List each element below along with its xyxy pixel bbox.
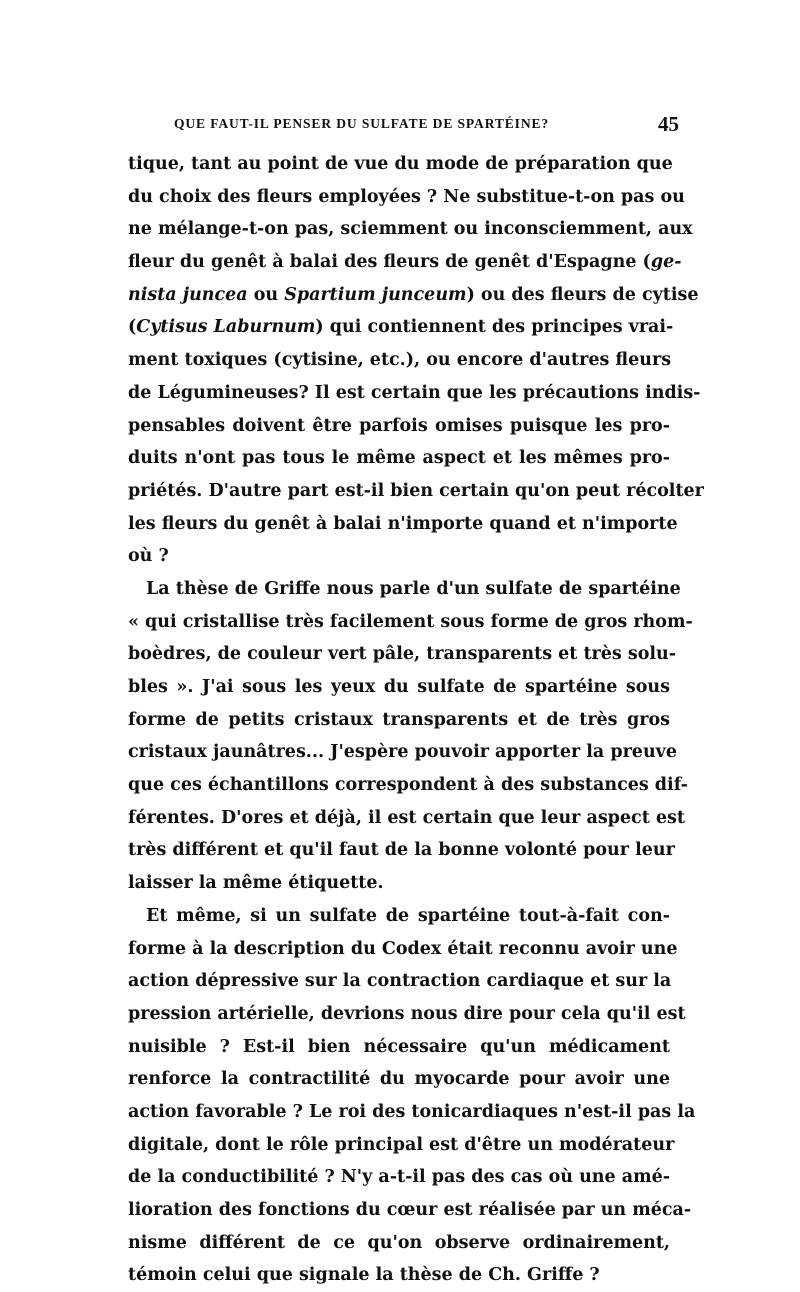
text-line <box>128 1096 696 1129</box>
text-segment: témoin celui que signale la thèse de Ch. Griffe ? <box>128 1265 600 1286</box>
text-line <box>128 311 674 344</box>
text-segment: cristaux jaunâtres... J'espère pouvoir apporter la preuve <box>128 742 677 763</box>
italic-text: ge- <box>650 252 682 273</box>
text-line <box>128 344 670 377</box>
text-segment: les fleurs du genêt à balai n'importe quand et n'importe <box>128 513 678 534</box>
text-line <box>128 246 682 279</box>
text-line <box>128 442 670 475</box>
text-line <box>128 181 685 214</box>
text-line <box>128 933 678 966</box>
text-segment: très différent et qu'il faut de la bonne volonté pour leur <box>128 840 675 861</box>
text-segment: action favorable ? Le roi des tonicardiaques n'est-il pas la <box>128 1101 696 1122</box>
text-line <box>128 410 670 443</box>
text-line <box>128 671 670 704</box>
text-line <box>128 606 693 639</box>
text-line <box>128 1259 670 1292</box>
text-line <box>128 900 670 933</box>
text-line <box>128 148 673 181</box>
text-segment: duits n'ont pas tous le même aspect et les mêmes pro- <box>128 448 670 469</box>
text-line <box>128 508 678 541</box>
text-line <box>128 769 688 802</box>
running-head <box>174 112 679 138</box>
text-segment: de la conductibilité ? N'y a-t-il pas des cas où une amé- <box>128 1167 670 1188</box>
text-line <box>128 1194 692 1227</box>
text-segment: priétés. D'autre part est-il bien certain qu'on peut récolter <box>128 480 704 501</box>
text-segment: ) ou des fleurs de cytise <box>466 284 699 305</box>
text-line <box>128 213 693 246</box>
text-line <box>128 475 704 508</box>
text-line <box>128 704 670 737</box>
text-segment: boèdres, de couleur vert pâle, transparents et très solu- <box>128 644 676 665</box>
text-segment: ) qui contiennent des principes vrai- <box>315 317 674 338</box>
text-line <box>128 834 675 867</box>
text-segment: laisser la même étiquette. <box>128 873 384 894</box>
text-segment: ne mélange-t-on pas, sciemment ou inconsciemment, aux <box>128 219 693 240</box>
text-segment: bles ». J'ai sous les yeux du sulfate de spartéine sous <box>128 677 670 697</box>
text-segment: nuisible ? Est-il bien nécessaire qu'un médicament <box>128 1036 670 1057</box>
text-segment: pression artérielle, devrions nous dire pour cela qu'il est <box>128 1003 686 1024</box>
text-line <box>128 638 676 671</box>
text-segment: de Légumineuses? Il est certain que les précautions indis- <box>128 382 701 403</box>
text-segment: nisme différent de ce qu'on observe ordinairement, <box>128 1232 670 1253</box>
text-line <box>128 965 670 998</box>
text-line <box>128 998 686 1031</box>
text-line <box>128 1031 670 1064</box>
text-segment: ou <box>247 284 285 305</box>
text-segment: forme de petits cristaux transparents et de très gros <box>128 709 670 730</box>
text-segment: action dépressive sur la contraction cardiaque et sur la <box>128 971 672 992</box>
text-line <box>128 1063 670 1096</box>
text-line <box>128 736 677 769</box>
page-number: 45 <box>658 112 679 136</box>
italic-text: nista juncea <box>128 284 248 305</box>
text-segment: ment toxiques (cytisine, etc.), ou encore d'autres fleurs <box>128 350 672 371</box>
text-line <box>128 573 681 606</box>
text-line <box>128 1161 670 1194</box>
text-line <box>128 802 685 835</box>
italic-text: Spartium junceum <box>284 284 467 305</box>
text-line <box>128 1227 670 1260</box>
text-segment: pensables doivent être parfois omises puisque les pro- <box>128 415 670 436</box>
text-segment: « qui cristallise très facilement sous forme de gros rhom- <box>128 611 693 632</box>
italic-text: Cytisus Laburnum <box>136 317 316 338</box>
text-line <box>128 1129 675 1162</box>
text-segment: du choix des fleurs employées ? Ne substitue-t-on pas ou <box>128 186 685 207</box>
text-segment: que ces échantillons correspondent à des substances dif- <box>128 775 688 796</box>
body-text <box>128 148 704 1292</box>
text-segment: La thèse de Griffe nous parle d'un sulfate de spartéine <box>146 578 681 599</box>
text-segment: renforce la contractilité du myocarde pour avoir une <box>128 1069 670 1090</box>
text-segment: ( <box>128 317 137 338</box>
text-line <box>128 540 670 573</box>
text-segment: férentes. D'ores et déjà, il est certain que leur aspect est <box>128 807 685 828</box>
text-segment: tique, tant au point de vue du mode de préparation que <box>128 154 673 174</box>
text-segment: fleur du genêt à balai des fleurs de genêt d'Espagne ( <box>128 252 651 273</box>
text-segment: Et même, si un sulfate de spartéine tout-à-fait con- <box>146 905 670 926</box>
text-line <box>128 279 699 312</box>
running-title: QUE FAUT-IL PENSER DU SULFATE DE SPARTÉINE? <box>174 116 550 131</box>
text-line <box>128 377 701 410</box>
text-segment: où ? <box>128 546 169 567</box>
text-line <box>128 867 670 900</box>
text-segment: forme à la description du Codex était reconnu avoir une <box>128 938 678 959</box>
text-segment: digitale, dont le rôle principal est d'être un modérateur <box>128 1134 675 1155</box>
text-segment: lioration des fonctions du cœur est réalisée par un méca- <box>128 1200 692 1220</box>
